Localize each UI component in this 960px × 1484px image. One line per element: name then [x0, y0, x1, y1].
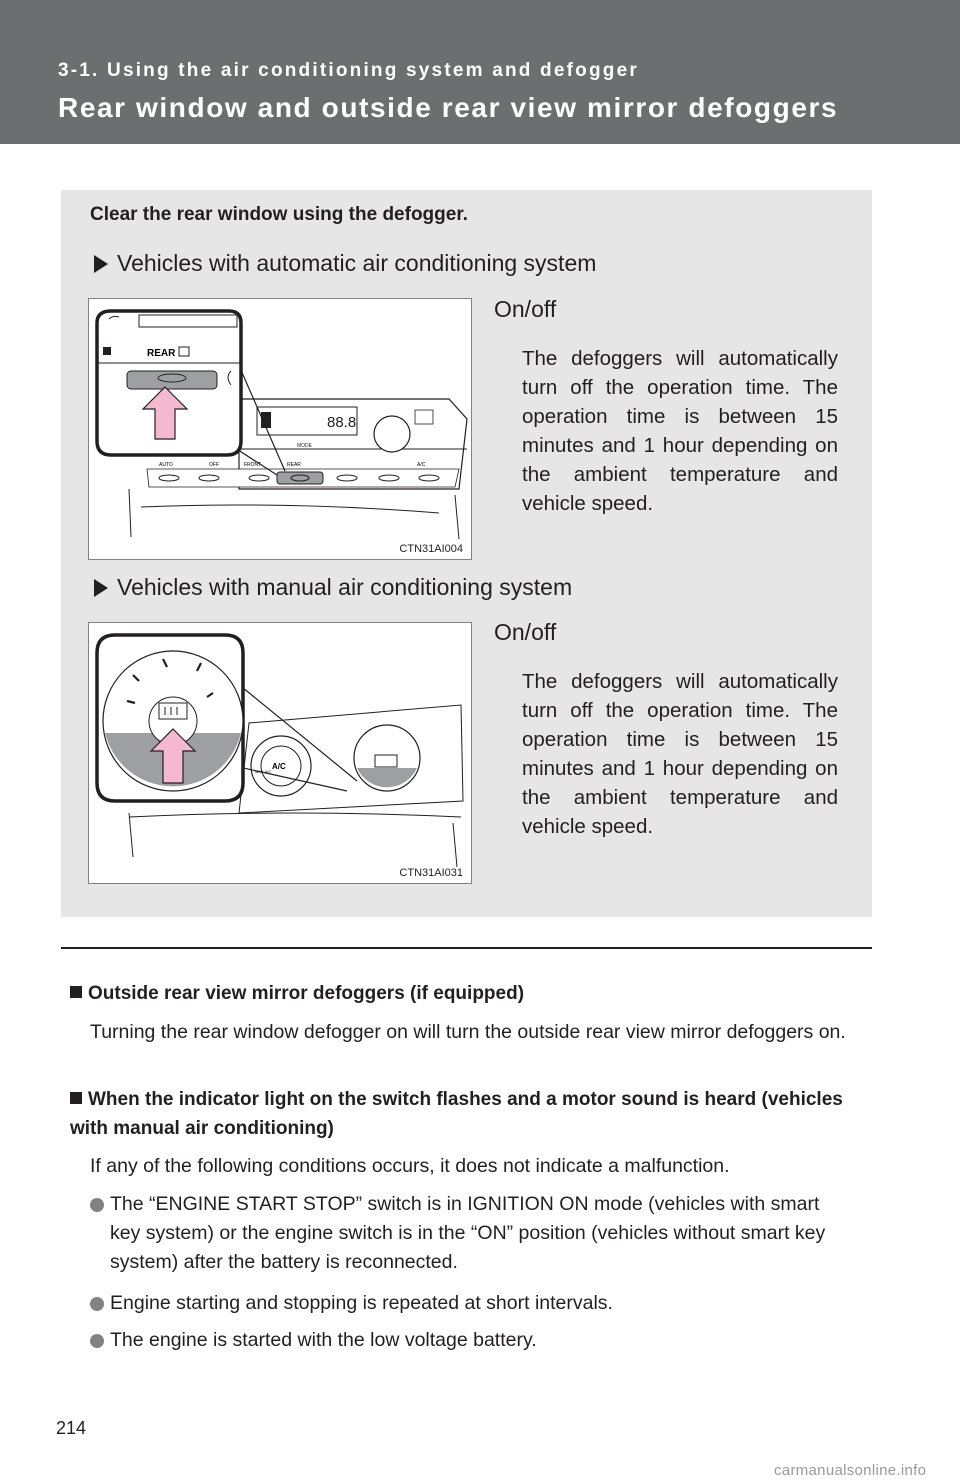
auto-ac-panel-illustration: [89, 299, 473, 561]
circle-bullet-icon: [90, 1297, 104, 1311]
mode-label: MODE: [297, 443, 312, 449]
ac-dial-label: A/C: [272, 762, 286, 771]
list-item-text: Engine starting and stopping is repeated at short intervals.: [110, 1292, 613, 1314]
auto-ac-heading-text: Vehicles with automatic air conditioning system: [117, 250, 597, 276]
circle-bullet-icon: [90, 1198, 104, 1212]
section-heading-mirror-defoggers: [70, 979, 870, 1008]
square-bullet-icon: [70, 1092, 82, 1104]
off-label: OFF: [209, 462, 219, 468]
rear-small-label: REAR: [287, 462, 301, 468]
rear-label: REAR: [147, 348, 176, 359]
box-intro: Clear the rear window using the defogger.: [90, 204, 468, 225]
manual-ac-heading-text: Vehicles with manual air conditioning system: [117, 574, 573, 600]
page-header: [0, 0, 960, 144]
square-bullet-icon: [70, 986, 82, 998]
ac-label: A/C: [417, 462, 426, 468]
list-item-text: The engine is started with the low voltage battery.: [110, 1329, 537, 1351]
auto-ac-heading: [94, 250, 596, 277]
display-readout: 88.8: [327, 414, 357, 431]
triangle-bullet-icon: [94, 579, 108, 597]
section-subtitle: 3-1. Using the air conditioning system and defogger: [58, 60, 639, 81]
max-ac-label: MAX A/C: [255, 769, 272, 774]
manual-ac-heading: [94, 574, 572, 601]
page-title: Rear window and outside rear view mirror defoggers: [58, 92, 839, 123]
manual-onoff-label: On/off: [494, 619, 557, 645]
page-number: 214: [56, 1418, 87, 1438]
figure-code: CTN31AI031: [399, 867, 463, 879]
list-item-text: The “ENGINE START STOP” switch is in IGNITION ON mode (vehicles with smart key system) or the engine switch is in the “ON” position (vehicles without smart key system) after the battery is reconnected.: [110, 1193, 826, 1273]
watermark: carmanualsonline.info: [774, 1462, 927, 1479]
auto-ac-figure: [88, 298, 472, 560]
section-paragraph: Turning the rear window defogger on will turn the outside rear view mirror defoggers on.: [90, 1021, 846, 1043]
manual-description: The defoggers will automatically turn off the operation time. The operation time is between 15 minutes and 1 hour depending on the ambient temperature and vehicle speed.: [522, 670, 838, 838]
triangle-bullet-icon: [94, 255, 108, 273]
section-heading-text: When the indicator light on the switch flashes and a motor sound is heard (vehicles with manual air conditioning): [70, 1089, 843, 1139]
section-heading-text: Outside rear view mirror defoggers (if equipped): [88, 983, 525, 1004]
section-divider: [61, 947, 872, 949]
auto-onoff-label: On/off: [494, 296, 557, 322]
section-heading-indicator-flashes: [70, 1085, 870, 1143]
circle-bullet-icon: [90, 1334, 104, 1348]
manual-ac-figure: [88, 622, 472, 884]
auto-label: AUTO: [159, 462, 173, 468]
manual-ac-panel-illustration: [89, 623, 473, 885]
figure-code: CTN31AI004: [399, 543, 463, 555]
auto-description: The defoggers will automatically turn off the operation time. The operation time is between 15 minutes and 1 hour depending on the ambient temperature and vehicle speed.: [522, 347, 838, 515]
front-label: FRONT: [244, 462, 262, 468]
section-paragraph: If any of the following conditions occurs, it does not indicate a malfunction.: [90, 1155, 730, 1177]
